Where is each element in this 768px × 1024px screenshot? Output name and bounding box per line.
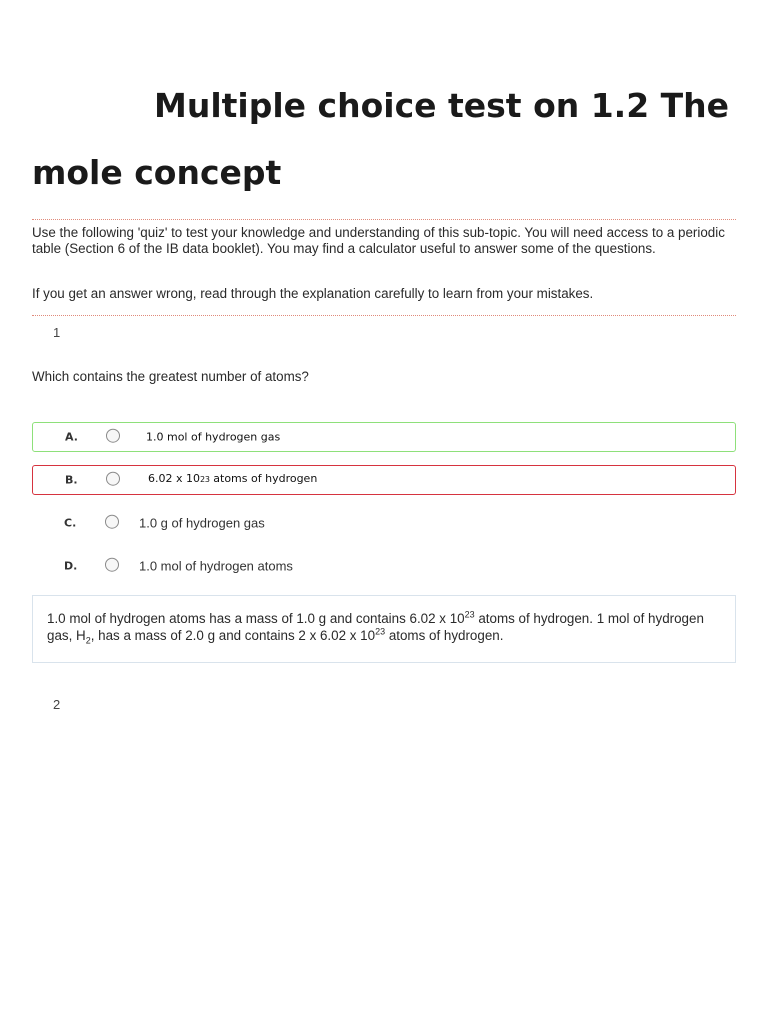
option-b-text [148,472,317,485]
intro-text [32,225,732,301]
option-c-letter: C. [64,516,77,530]
option-b[interactable] [32,465,736,495]
question-text-1: Which contains the greatest number of atoms? [32,369,309,384]
intro-paragraph-1: Use the following 'quiz' to test your knowledge and understanding of this sub-topic. You will need access to a periodic table (Section 6 of the IB data booklet). You may find a calculator useful to answer some of the questions. [32,225,725,256]
option-c[interactable] [32,508,736,538]
radio-unselected-icon[interactable] [105,428,121,444]
option-c-text: 1.0 g of hydrogen gas [139,515,265,531]
explanation-text-3: , has a mass of 2.0 g and contains 2 x 6.02 x 10 [90,628,376,643]
explanation-text-2: atoms of hydrogen. 1 mol of hydrogen gas, H [47,611,704,643]
question-number-1: 1 [53,325,61,340]
intro-paragraph-2: If you get an answer wrong, read through the explanation carefully to learn from your mistakes. [32,286,594,301]
divider-bottom [32,315,736,316]
divider-top [32,219,736,220]
explanation-box [32,595,736,663]
explanation-exponent-1: 23 [464,609,475,620]
option-a-text: 1.0 mol of hydrogen gas [146,430,281,444]
explanation-exponent-2: 23 [375,626,386,637]
option-a-letter: A. [65,430,78,444]
option-d[interactable] [32,551,736,581]
radio-unselected-icon[interactable] [105,471,121,487]
question-number-2: 2 [53,697,61,712]
explanation-subscript: 2 [85,635,91,646]
option-a[interactable] [32,422,736,452]
radio-unselected-icon[interactable] [104,557,120,573]
radio-unselected-icon[interactable] [104,514,120,530]
explanation-text-4: atoms of hydrogen. [385,628,504,643]
option-b-letter: B. [65,473,78,487]
option-b-text-suffix: atoms of hydrogen [209,471,318,485]
page-title: Multiple choice test on 1.2 The mole concept [32,86,730,192]
option-d-text: 1.0 mol of hydrogen atoms [139,558,293,574]
explanation-text-1: 1.0 mol of hydrogen atoms has a mass of 1.0 g and contains 6.02 x 10 [47,611,465,626]
option-b-text-prefix: 6.02 x 10 [148,471,200,485]
option-d-letter: D. [64,559,78,573]
option-b-text-exponent: 23 [200,474,210,484]
